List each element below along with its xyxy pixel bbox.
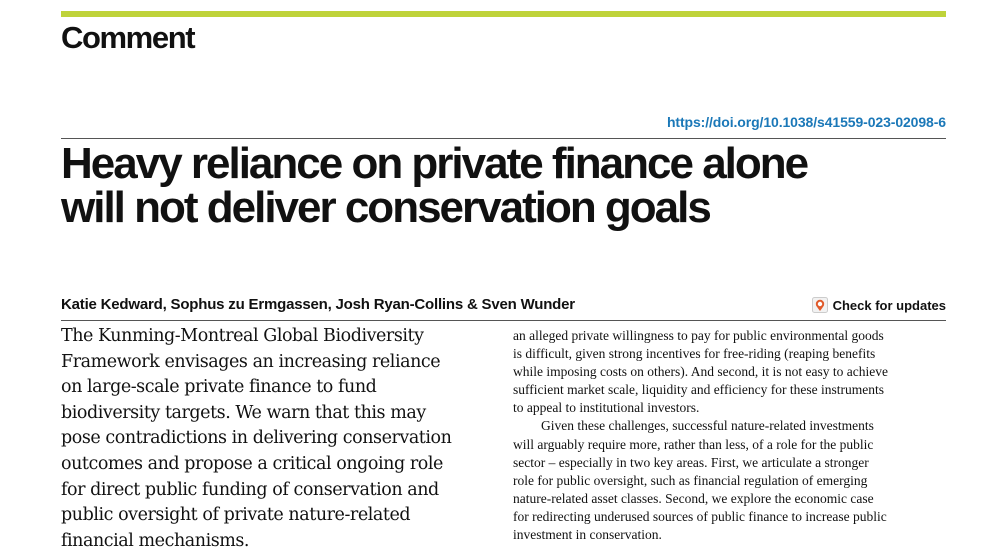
body-text-column: [513, 327, 953, 544]
abstract-line: public oversight of private nature-related: [61, 505, 411, 526]
body-line: nature-related asset classes. Second, we explore the economic case: [513, 490, 874, 506]
body-line: while imposing costs on others). And second, it is not easy to achieve: [513, 364, 888, 380]
body-line: role for public oversight, such as financial regulation of emerging: [513, 472, 868, 488]
body-line: sufficient market scale, liquidity and efficiency for these instruments: [513, 382, 885, 398]
authors-divider: [61, 320, 946, 321]
abstract-line: for direct public funding of conservation and: [61, 479, 439, 500]
body-line: Given these challenges, successful nature-related investments: [541, 418, 874, 434]
body-line: an alleged private willingness to pay for public environmental goods: [513, 328, 884, 343]
abstract: [61, 324, 501, 554]
section-label: Comment: [61, 20, 195, 55]
article-title-line: will not deliver conservation goals: [61, 183, 710, 232]
abstract-line: The Kunming-Montreal Global Biodiversity: [61, 326, 424, 346]
body-line: is difficult, given strong incentives for free-riding (reaping benefits: [513, 346, 876, 362]
body-line: to appeal to institutional investors.: [513, 400, 700, 416]
article-title: [61, 139, 946, 232]
body-line: will arguably require more, rather than less, of a role for the public: [513, 436, 874, 452]
abstract-line: financial mechanisms.: [61, 530, 250, 551]
section-accent-rule: [61, 11, 946, 17]
body-line: investment in conservation.: [513, 527, 662, 543]
abstract-line: biodiversity targets. We warn that this may: [61, 402, 426, 423]
abstract-line: outcomes and propose a critical ongoing role: [61, 453, 443, 474]
article-title-line: Heavy reliance on private finance alone: [61, 139, 808, 188]
author-list: Katie Kedward, Sophus zu Ermgassen, Josh Ryan-Collins & Sven Wunder: [61, 296, 575, 313]
body-line: for redirecting underused sources of public finance to increase public: [513, 508, 887, 524]
doi-link[interactable]: https://doi.org/10.1038/s41559-023-02098-6: [666, 114, 946, 130]
abstract-line: pose contradictions in delivering conservation: [61, 428, 452, 449]
check-for-updates-button[interactable]: [812, 297, 946, 313]
abstract-line: Framework envisages an increasing reliance: [61, 351, 441, 372]
abstract-line: on large-scale private finance to fund: [61, 377, 377, 398]
body-line: sector – especially in two key areas. First, we articulate a stronger: [513, 454, 869, 470]
check-for-updates-label: Check for updates: [832, 297, 946, 313]
check-for-updates-icon: [812, 297, 828, 313]
